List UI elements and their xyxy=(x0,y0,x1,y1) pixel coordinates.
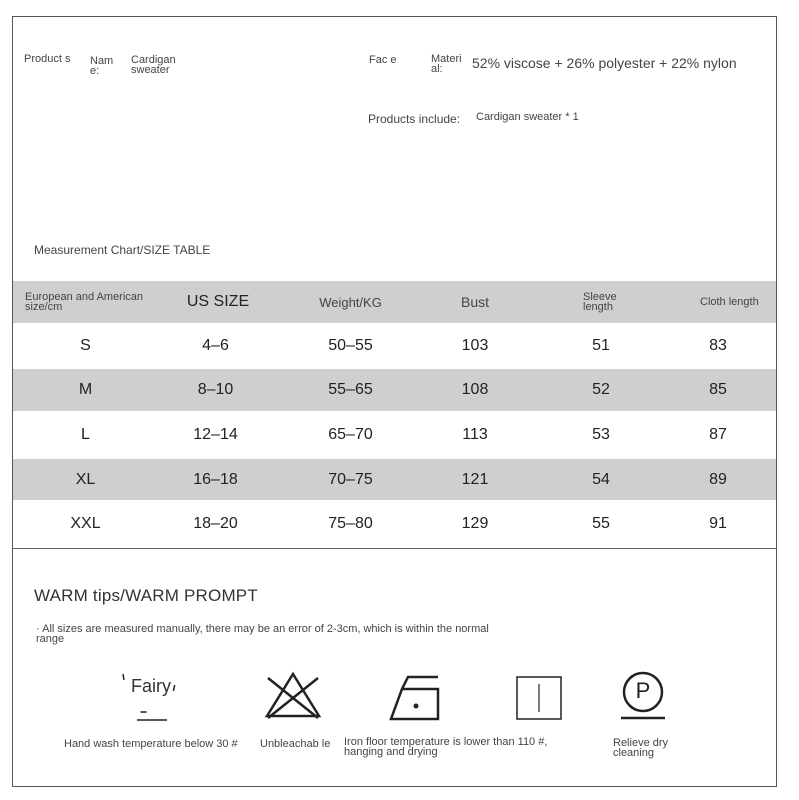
cell-us-size: 12–14 xyxy=(193,426,238,443)
warm-tips-note: · All sizes are measured manually, there may be an error of 2-3cm, which is within the normal range xyxy=(36,623,489,645)
header-bust: Bust xyxy=(460,294,489,310)
warm-tips-title: WARM tips/WARM PROMPT xyxy=(34,586,258,605)
header-eu-size: European and American size/cm xyxy=(25,291,144,313)
product-label: Product s xyxy=(24,53,71,65)
tumble-dry-icon xyxy=(516,676,562,720)
section-divider xyxy=(13,548,776,549)
cell-eu-size: S xyxy=(80,337,91,354)
cell-weight: 50–55 xyxy=(328,337,373,354)
cell-eu-size: XXL xyxy=(70,515,101,532)
cell-sleeve: 55 xyxy=(592,515,610,532)
cell-us-size: 16–18 xyxy=(193,470,238,488)
iron-icon xyxy=(388,675,444,723)
size-section-title: Measurement Chart/SIZE TABLE xyxy=(34,243,211,257)
cell-weight: 75–80 xyxy=(328,515,373,532)
cell-eu-size: L xyxy=(81,426,90,443)
cell-cloth: 85 xyxy=(709,381,727,398)
material-label: Materi al: xyxy=(431,53,462,75)
name-label: Nam e: xyxy=(90,55,114,77)
cell-sleeve: 53 xyxy=(592,426,610,443)
dry-clean-p-icon xyxy=(617,670,669,722)
dry-clean-p-text: P xyxy=(635,678,651,703)
cell-bust: 108 xyxy=(461,381,489,398)
cell-us-size: 4–6 xyxy=(202,337,229,354)
table-row xyxy=(13,369,776,411)
hand-wash-label: Hand wash temperature below 30 # xyxy=(64,738,238,750)
cell-bust: 121 xyxy=(461,470,489,488)
cell-cloth: 91 xyxy=(709,515,727,532)
cell-eu-size: XL xyxy=(75,470,96,488)
header-us-size: US SIZE xyxy=(186,293,250,310)
cell-us-size: 18–20 xyxy=(193,515,238,532)
table-header-row xyxy=(13,281,776,323)
fabric-label: Fac e xyxy=(369,54,397,66)
cell-eu-size: M xyxy=(78,381,93,398)
cell-bust: 113 xyxy=(462,426,488,443)
table-row xyxy=(13,500,776,548)
hand-wash-icon xyxy=(121,670,185,722)
iron-label: Iron floor temperature is lower than 110 #, hanging and drying xyxy=(344,736,548,758)
cell-us-size: 8–10 xyxy=(197,381,234,398)
no-bleach-icon xyxy=(262,668,324,722)
header-sleeve: Sleeve length xyxy=(583,291,617,313)
cell-weight: 55–65 xyxy=(328,381,373,398)
cell-weight: 65–70 xyxy=(328,426,373,443)
cell-cloth: 87 xyxy=(709,426,727,443)
hand-wash-icon-text: Fairy xyxy=(131,676,171,696)
includes-value: Cardigan sweater * 1 xyxy=(476,111,579,123)
table-row xyxy=(13,459,776,500)
cell-sleeve: 54 xyxy=(592,470,610,488)
size-guide-card xyxy=(12,16,777,787)
cell-weight: 70–75 xyxy=(328,470,373,488)
dry-clean-label: Relieve dry cleaning xyxy=(613,737,669,759)
cell-sleeve: 52 xyxy=(592,381,610,398)
header-cloth: Cloth length xyxy=(700,296,759,308)
cell-cloth: 89 xyxy=(709,470,727,488)
table-row xyxy=(13,411,776,459)
table-row xyxy=(13,323,776,369)
cell-sleeve: 51 xyxy=(592,337,610,354)
no-bleach-label: Unbleachab le xyxy=(260,738,331,750)
header-weight: Weight/KG xyxy=(319,294,382,310)
includes-label: Products include: xyxy=(368,112,461,126)
name-value: Cardigan sweater xyxy=(131,54,176,76)
material-value: 52% viscose + 26% polyester + 22% nylon xyxy=(472,55,737,71)
cell-bust: 103 xyxy=(461,337,489,354)
cell-cloth: 83 xyxy=(709,337,727,354)
cell-bust: 129 xyxy=(461,515,489,532)
